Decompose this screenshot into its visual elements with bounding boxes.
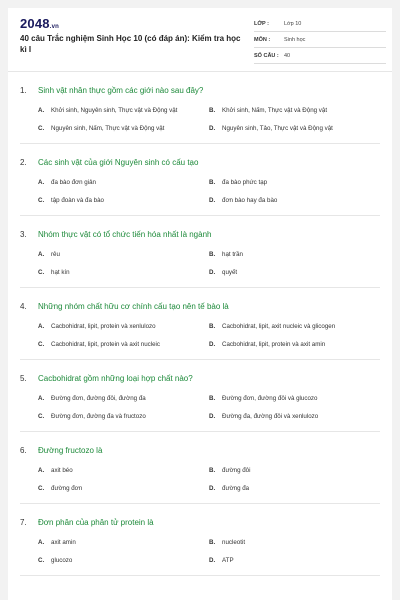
logo-main: 2048	[20, 16, 50, 31]
option-text: đường đôi	[222, 466, 251, 474]
question-text: Đường fructozo là	[38, 446, 103, 455]
question-item	[20, 432, 380, 504]
option-grid	[38, 176, 380, 206]
option-letter: C.	[38, 556, 45, 564]
option-letter: A.	[38, 394, 45, 402]
option-letter: B.	[209, 394, 216, 402]
option-letter: C.	[38, 268, 45, 276]
site-logo[interactable]	[20, 16, 59, 31]
option-text: hạt trần	[222, 250, 243, 258]
question-number: 1.	[20, 86, 27, 95]
option-text: đường đơn	[51, 484, 83, 492]
option-letter: C.	[38, 412, 45, 420]
option-a[interactable]	[38, 104, 209, 116]
option-grid	[38, 104, 380, 134]
option-c[interactable]	[38, 482, 209, 494]
meta-key: LỚP :	[254, 21, 269, 27]
option-letter: A.	[38, 538, 45, 546]
option-text: Cacbohidrat, lipit, protein và axit amin	[222, 340, 326, 348]
question-list	[8, 72, 392, 576]
option-letter: B.	[209, 250, 216, 258]
question-header	[20, 301, 380, 312]
option-d[interactable]	[209, 194, 380, 206]
option-c[interactable]	[38, 122, 209, 134]
meta-key: SỐ CÂU :	[254, 53, 279, 59]
option-text: Đường đơn, đường đa và fructozo	[51, 412, 146, 420]
option-a[interactable]	[38, 248, 209, 260]
question-text: Đơn phân của phân tử protein là	[38, 518, 154, 527]
option-d[interactable]	[209, 554, 380, 566]
option-text: Đường đa, đường đôi và xenlulozo	[222, 412, 319, 420]
option-text: đường đa	[222, 484, 250, 492]
option-letter: C.	[38, 124, 45, 132]
option-letter: A.	[38, 466, 45, 474]
option-grid	[38, 392, 380, 422]
option-letter: D.	[209, 412, 216, 420]
option-text: axit amin	[51, 538, 76, 546]
meta-value: 40	[284, 53, 291, 59]
option-text: Cacbohidrat, lipit, axit nucleic và glicogen	[222, 322, 336, 330]
option-text: Đường đơn, đường đôi, đường đa	[51, 394, 146, 402]
question-text: Cacbohidrat gồm những loại hợp chất nào?	[38, 374, 193, 383]
meta-row-count	[254, 49, 386, 64]
option-d[interactable]	[209, 122, 380, 134]
option-text: nucleotit	[222, 538, 246, 546]
option-a[interactable]	[38, 536, 209, 548]
option-text: Nguyên sinh, Tảo, Thực vật và Động vật	[222, 124, 333, 132]
option-letter: C.	[38, 484, 45, 492]
option-letter: D.	[209, 268, 216, 276]
option-text: đơn bào hay đa bào	[222, 196, 278, 204]
option-letter: D.	[209, 484, 216, 492]
question-text: Những nhóm chất hữu cơ chính cấu tạo nên tế bào là	[38, 302, 229, 311]
option-text: đa bào phức tạp	[222, 178, 268, 186]
question-number: 3.	[20, 230, 27, 239]
document-page	[8, 8, 392, 600]
option-grid	[38, 536, 380, 566]
question-item	[20, 216, 380, 288]
option-letter: C.	[38, 340, 45, 348]
option-letter: C.	[38, 196, 45, 204]
question-header	[20, 157, 380, 168]
option-letter: A.	[38, 106, 45, 114]
option-a[interactable]	[38, 392, 209, 404]
question-header	[20, 229, 380, 240]
option-grid	[38, 248, 380, 278]
option-text: Nguyên sinh, Nấm, Thực vật và Động vật	[51, 124, 165, 132]
option-b[interactable]	[209, 248, 380, 260]
meta-value: Sinh học	[284, 37, 306, 43]
option-text: Đường đơn, đường đôi và glucozo	[222, 394, 318, 402]
meta-key: MÔN :	[254, 37, 271, 43]
question-item	[20, 144, 380, 216]
option-letter: D.	[209, 556, 216, 564]
option-letter: A.	[38, 250, 45, 258]
option-b[interactable]	[209, 464, 380, 476]
option-text: đa bào đơn giản	[51, 178, 97, 186]
option-letter: D.	[209, 196, 216, 204]
option-b[interactable]	[209, 104, 380, 116]
question-header	[20, 373, 380, 384]
option-letter: B.	[209, 466, 216, 474]
question-header	[20, 445, 380, 456]
option-b[interactable]	[209, 176, 380, 188]
logo-suffix: .vn	[49, 24, 60, 30]
question-text: Nhóm thực vật có tổ chức tiến hóa nhất là ngành	[38, 230, 212, 239]
option-b[interactable]	[209, 392, 380, 404]
option-c[interactable]	[38, 338, 209, 350]
option-c[interactable]	[38, 410, 209, 422]
option-text: ATP	[222, 556, 234, 564]
meta-row-subject	[254, 33, 386, 48]
option-text: tập đoàn và đa bào	[51, 196, 104, 204]
meta-row-class	[254, 17, 386, 32]
option-letter: D.	[209, 124, 216, 132]
page-header	[8, 8, 392, 72]
option-text: hạt kín	[51, 268, 70, 276]
option-letter: A.	[38, 178, 45, 186]
option-text: Khởi sinh, Nấm, Thực vật và Động vật	[222, 106, 328, 114]
option-text: Cacbohidrat, lipit, protein và axit nucleic	[51, 340, 161, 348]
option-text: rêu	[51, 250, 60, 258]
option-grid	[38, 320, 380, 350]
option-c[interactable]	[38, 554, 209, 566]
meta-info	[254, 17, 386, 65]
option-d[interactable]	[209, 266, 380, 278]
option-a[interactable]	[38, 320, 209, 332]
question-item	[20, 360, 380, 432]
option-letter: B.	[209, 322, 216, 330]
question-text: Sinh vật nhân thực gồm các giới nào sau đây?	[38, 86, 204, 95]
question-number: 2.	[20, 158, 27, 167]
question-item	[20, 504, 380, 576]
question-item	[20, 288, 380, 360]
option-d[interactable]	[209, 338, 380, 350]
option-letter: A.	[38, 322, 45, 330]
option-text: Khởi sinh, Nguyên sinh, Thực vật và Động vật	[51, 106, 178, 114]
question-number: 7.	[20, 518, 27, 527]
option-text: glucozo	[51, 556, 73, 564]
question-item	[20, 72, 380, 144]
option-text: axit béo	[51, 466, 73, 474]
option-text: Cacbohidrat, lipit, protein và xenlulozo	[51, 322, 156, 330]
question-header	[20, 517, 380, 528]
option-b[interactable]	[209, 536, 380, 548]
option-letter: D.	[209, 340, 216, 348]
question-text: Các sinh vật của giới Nguyên sinh có cấu tạo	[38, 158, 199, 167]
option-letter: B.	[209, 178, 216, 186]
option-c[interactable]	[38, 194, 209, 206]
option-letter: B.	[209, 538, 216, 546]
question-number: 5.	[20, 374, 27, 383]
question-number: 6.	[20, 446, 27, 455]
option-a[interactable]	[38, 464, 209, 476]
option-text: quyết	[222, 268, 238, 276]
option-d[interactable]	[209, 410, 380, 422]
option-a[interactable]	[38, 176, 209, 188]
option-d[interactable]	[209, 482, 380, 494]
question-header	[20, 85, 380, 96]
option-letter: B.	[209, 106, 216, 114]
option-b[interactable]	[209, 320, 380, 332]
page-title: 40 câu Trắc nghiệm Sinh Học 10 (có đáp án): Kiểm tra học kì I	[20, 34, 241, 54]
option-c[interactable]	[38, 266, 209, 278]
question-number: 4.	[20, 302, 27, 311]
meta-value: Lớp 10	[284, 21, 302, 27]
option-grid	[38, 464, 380, 494]
